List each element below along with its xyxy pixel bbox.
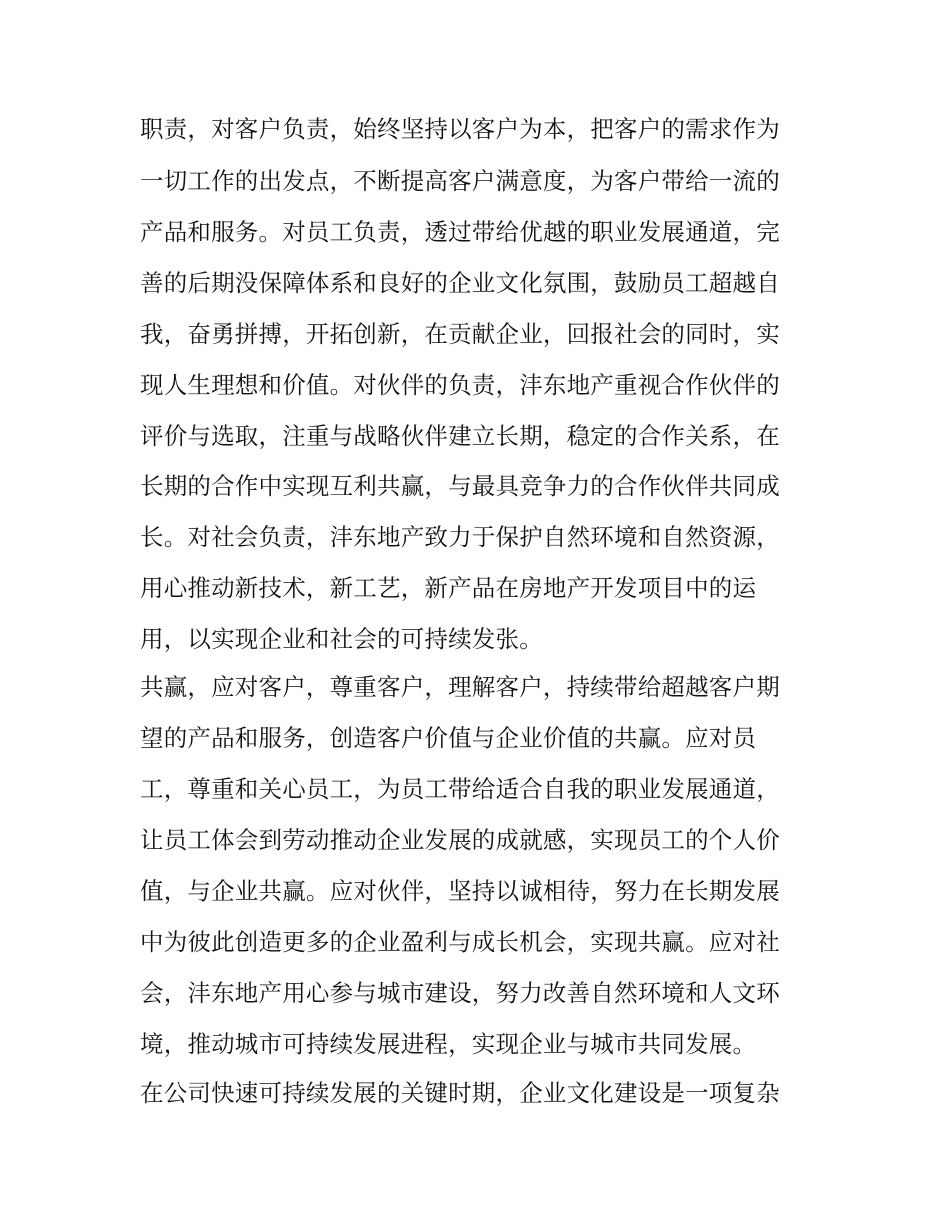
text-line: 我，奋勇拼搏，开拓创新，在贡献企业，回报社会的同时，实: [140, 320, 780, 348]
text-line: 值，与企业共赢。应对伙伴，坚持以诚相待，努力在长期发展: [140, 877, 780, 905]
text-line: 境，推动城市可持续发展进程，实现企业与城市共同发展。: [140, 1030, 757, 1058]
text-line: 让员工体会到劳动推动企业发展的成就感，实现员工的个人价: [140, 826, 780, 854]
text-line: 会，沣东地产用心参与城市建设，努力改善自然环境和人文环: [140, 979, 780, 1007]
text-line: 中为彼此创造更多的企业盈利与成长机会，实现共赢。应对社: [140, 928, 780, 956]
text-line: 产品和服务。对员工负责，透过带给优越的职业发展通道，完: [140, 218, 780, 246]
text-line: 共赢，应对客户，尊重客户，理解客户，持续带给超越客户期: [140, 673, 780, 701]
text-line: 一切工作的出发点，不断提高客户满意度，为客户带给一流的: [140, 167, 780, 195]
text-line: 现人生理想和价值。对伙伴的负责，沣东地产重视合作伙伴的: [140, 371, 780, 399]
text-line: 职责，对客户负责，始终坚持以客户为本，把客户的需求作为: [140, 115, 780, 143]
text-line: 用，以实现企业和社会的可持续发张。: [140, 625, 543, 653]
text-line: 善的后期没保障体系和良好的企业文化氛围，鼓励员工超越自: [140, 269, 780, 297]
text-line: 在公司快速可持续发展的关键时期，企业文化建设是一项复杂: [140, 1079, 780, 1107]
text-line: 工，尊重和关心员工，为员工带给适合自我的职业发展通道，: [140, 775, 780, 803]
text-line: 长。对社会负责，沣东地产致力于保护自然环境和自然资源，: [140, 523, 780, 551]
text-line: 长期的合作中实现互利共赢，与最具竞争力的合作伙伴共同成: [140, 472, 780, 500]
text-line: 评价与选取，注重与战略伙伴建立长期，稳定的合作关系，在: [140, 422, 780, 450]
text-line: 望的产品和服务，创造客户价值与企业价值的共赢。应对员: [140, 724, 757, 752]
text-line: 用心推动新技术，新工艺，新产品在房地产开发项目中的运: [140, 574, 757, 602]
